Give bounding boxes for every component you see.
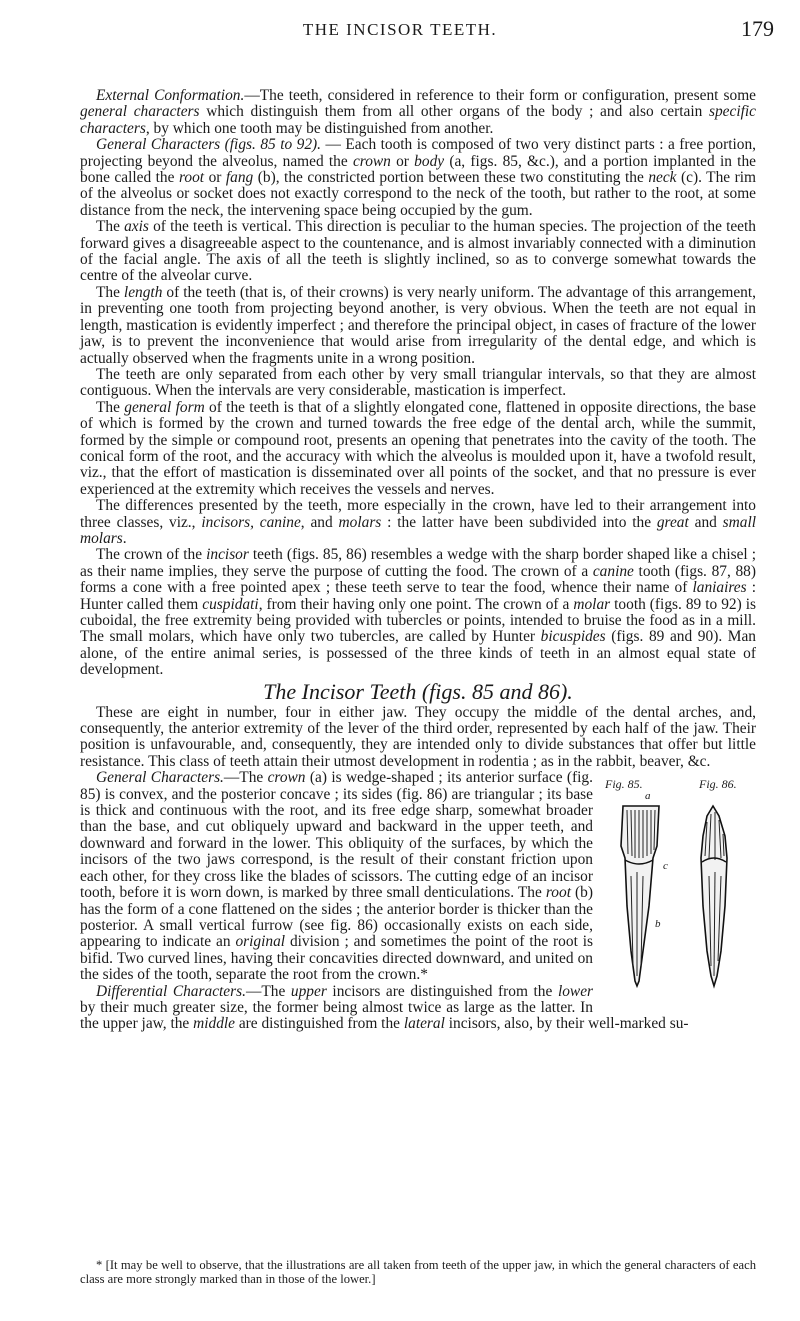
section-heading: The Incisor Teeth (figs. 85 and 86). xyxy=(263,678,573,704)
page-number: 179 xyxy=(741,16,774,41)
paragraph-length: The length of the teeth (that is, of their crowns) is very nearly uniform. The advantage of this arrangement, in preventing one tooth from projecting beyond another, is very obvious. When the teeth are not equal in length, mastication is evidently imperfect ; and therefore the principal object, in cases of fracture of the lower jaw, is to prevent the inconvenience that would arise from irregularity of the dental edge, and which is actually observed when the fragments unite in a wrong position. xyxy=(80,283,756,367)
paragraph-incisor-intro: These are eight in number, four in either jaw. They occupy the middle of the dental arches, and, consequently, the anterior extremity of the lever of the third order, represented by each half of the jaw. Their position is unfavourable, and, consequently, they are intended only to divide substances that offer but little resistance. This class of teeth attain their utmost development in rodentia ; as in the rabbit, beaver, &c. xyxy=(80,703,756,770)
paragraph-title: Differential Characters. xyxy=(96,982,246,1000)
paragraph-external-conformation: External Conformation.—The teeth, considered in reference to their form or configuration, present some general characters which distinguish them from all other organs of the body ; and also certain specific characters, by which one tooth may be distinguished from another. xyxy=(80,87,757,137)
body-text xyxy=(80,88,756,1033)
paragraph-differential-characters: Differential Characters.—The upper incisors are distinguished from the lower by their much greater size, the former being almost twice as large as the latter. In the upper jaw, the middle are distinguished from the lateral incisors, also, by their well-marked su- xyxy=(80,982,689,1033)
figure-85-label: Fig. 85. xyxy=(605,777,643,792)
incisor-illustration xyxy=(601,776,756,1006)
running-head xyxy=(0,14,800,54)
paragraph-incisor-general-characters: General Characters.—The crown (a) is wedge-shaped ; its anterior surface (fig. 85) is convex, and the posterior concave ; its sides (fig. 86) are triangular ; its base is thick and continuous with the root, and its free edge sharp, somewhat broader than the base, and cut obliquely upward and backward in the upper teeth, and downward and forward in the lower. This obliquity of the surfaces, by which the incisors of the two jaws correspond, is the result of their constant friction upon each other, for they cross like the blades of scissors. The cutting edge of an incisor tooth, before it is worn down, is marked by three small denticulations. The root (b) has the form of a cone flattened on the sides ; the anterior border is thicker than the posterior. A small vertical furrow (see fig. 86) occasionally exists on each side, appearing to indicate an original division ; and sometimes the point of the root is bifid. Two curved lines, having their concavities directed downward, and united on the sides of the tooth, separate the root from the crown.* xyxy=(80,769,594,984)
figure-letter-b: b xyxy=(655,918,661,931)
paragraph-general-characters: General Characters (figs. 85 to 92). — Each tooth is composed of two very distinct parts : a free portion, projecting beyond the alveolus, named the crown or body (a, figs. 85, &c.), and a portion implanted in the bone called the root or fang (b), the constricted portion between these two constituting the neck (c). The rim of the alveolus or socket does not exactly correspond to the neck of the tooth, but rather to the root, at some distance from the neck, the intervening space being occupied by the gum. xyxy=(80,136,756,219)
paragraph-title: General Characters xyxy=(96,136,221,154)
paragraph-axis: The axis of the teeth is vertical. This direction is peculiar to the human species. The projection of the teeth forward gives a disagreeable aspect to the countenance, and is almost invariably connected with a diminution of the facial angle. The axis of all the teeth is slightly inclined, so as to converge somewhat towards the centre of the alveolar curve. xyxy=(80,218,756,285)
paragraph-intervals: The teeth are only separated from each other by very small triangular intervals, so that they are almost contiguous. When the intervals are very considerable, mastication is imperfect. xyxy=(80,365,756,400)
paragraph-crown-forms: The crown of the incisor teeth (figs. 85, 86) resembles a wedge with the sharp border shaped like a chisel ; as their name implies, they serve the purpose of cutting the food. The crown of a canine tooth (figs. 87, 88) forms a cone with a free pointed apex ; these teeth serve to tear the food, whence their name of laniaires : Hunter called them cuspidati, from their having only one point. The crown of a molar tooth (figs. 89 to 92) is cuboidal, the free extremity being provided with tubercles or points, intended to bruise the food as in a mill. The small molars, which have only two tubercles, are called by Hunter bicuspides (figs. 89 and 90). Man alone, of the entire animal series, is possessed of the three kinds of teeth in an almost equal state of development. xyxy=(80,546,756,679)
incisor-side-view-drawing xyxy=(701,806,727,986)
footnote xyxy=(80,1258,756,1286)
incisor-front-view-drawing xyxy=(621,806,659,986)
footnote-text: * [It may be well to observe, that the illustrations are all taken from teeth of the upper jaw, in which the general characters of each class are more strongly marked than in those of the lower.] xyxy=(80,1258,756,1286)
incisor-figures xyxy=(601,776,756,1006)
figure-letter-c: c xyxy=(663,860,668,873)
figure-86-label: Fig. 86. xyxy=(699,777,737,792)
figure-letter-a: a xyxy=(645,790,651,803)
paragraph-classes: The differences presented by the teeth, more especially in the crown, have led to their arrangement into three classes, viz., incisors, canine, and molars : the latter have been subdivided into the great and small molars. xyxy=(80,497,757,547)
running-title: THE INCISOR TEETH. xyxy=(302,20,498,39)
paragraph-general-form: The general form of the teeth is that of a slightly elongated cone, flattened in opposite directions, the base of which is formed by the crown and turned towards the free edge of the dental arch, while the summit, formed by the simple or compound root, presents an opening that penetrates into the cavity of the tooth. The conical form of the root, and the accuracy with which the alveolus is moulded upon it, have a twofold result, viz., that the effort of mastication is disseminated over all points of the socket, and that no pressure is ever experienced at the extremity which receives the vessels and nerves. xyxy=(80,398,757,498)
paragraph-title: General Characters. xyxy=(96,769,224,787)
paragraph-title: External Conformation. xyxy=(96,87,245,104)
